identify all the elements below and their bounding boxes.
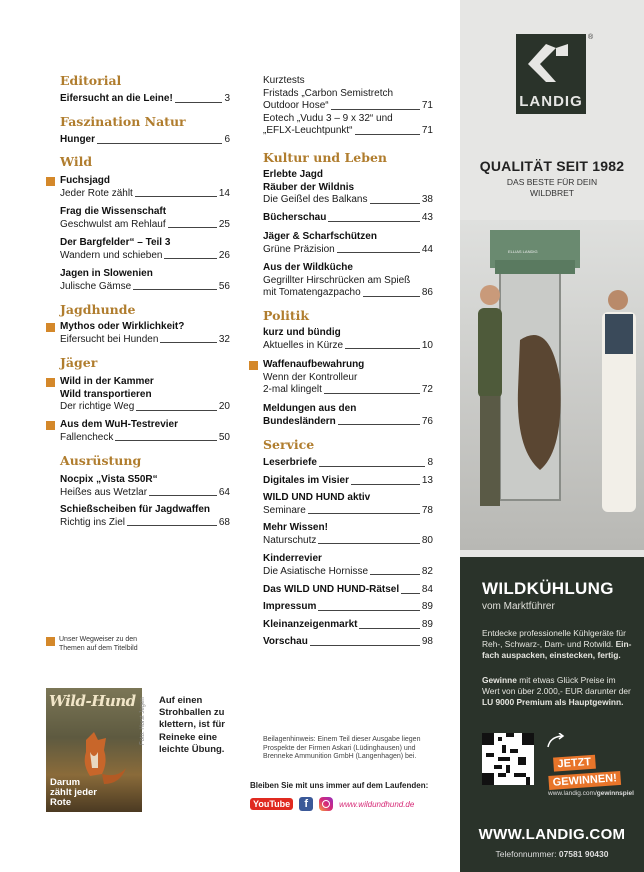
cover-thumbnail[interactable] (46, 688, 142, 812)
section-service: Service (263, 437, 315, 452)
cabinet-label: ELLIAS LANDIG (508, 249, 538, 254)
facebook-icon[interactable]: f (299, 797, 313, 811)
toc-entry[interactable]: Kurztests Fristads „Carbon Semistretch Outdoor Hose“ 71 Eotech „Vudu 3 – 9 x 32“ und „EFLX-Leuchtpunkt“ 71 (263, 75, 433, 137)
toc-entry[interactable]: Frag die Wissenschaft Geschwulst am Rehlauf 25 (60, 206, 230, 230)
section-ausruestung: Ausrüstung (60, 453, 142, 468)
landig-logo: LANDIG (516, 34, 586, 114)
cover-topic-marker (249, 361, 258, 370)
toc-entry[interactable]: Der Bargfelder“ – Teil 3 Wandern und schieben 26 (60, 237, 230, 261)
ad-website[interactable]: WWW.LANDIG.COM (478, 826, 626, 843)
toc-entry[interactable]: Hunger 6 (60, 134, 230, 145)
cover-topic-marker (46, 323, 55, 332)
toc-entry[interactable]: Jäger & Scharfschützen Grüne Präzision 44 (263, 231, 433, 255)
cover-topic-marker (46, 378, 55, 387)
curved-arrow-icon (546, 733, 566, 749)
social-title: Bleiben Sie mit uns immer auf dem Laufenden: (250, 781, 429, 790)
cover-headline: Darum zählt jeder Rote (50, 777, 97, 808)
section-wild: Wild (60, 154, 93, 169)
toc-entry[interactable]: Eifersucht an die Leine! 3 (60, 93, 230, 104)
toc-entry[interactable]: WILD UND HUND aktiv Seminare 78 (263, 492, 433, 516)
ad-headline: WILDKÜHLUNG (482, 579, 614, 598)
landig-arrow-icon (516, 34, 586, 92)
ad-tagline: QUALITÄT SEIT 1982 (479, 158, 625, 174)
ad-phone: Telefonnummer: 07581 90430 (495, 849, 609, 859)
toc-entry[interactable]: Vorschau 98 (263, 636, 433, 647)
registered-mark: ® (588, 34, 594, 41)
toc-entry[interactable]: kurz und bündig Aktuelles in Kürze 10 (263, 327, 433, 351)
website-link[interactable]: www.wildundhund.de (339, 799, 415, 809)
section-kultur-und-leben: Kultur und Leben (263, 150, 388, 165)
landig-advertisement[interactable] (460, 0, 644, 872)
photo-credit: Foto: Horst Jegen (140, 697, 146, 745)
ad-subtagline: DAS BESTE FÜR DEIN WILDBRET (506, 177, 598, 198)
cover-topic-marker (46, 421, 55, 430)
section-faszination-natur: Faszination Natur (60, 114, 186, 129)
toc-entry[interactable]: Impressum 89 (263, 601, 433, 612)
toc-entry[interactable]: Mythos oder Wirklichkeit? Eifersucht bei Hunden 32 (60, 321, 230, 346)
toc-entry[interactable]: Jagen in Slowenien Julische Gämse 56 (60, 268, 230, 292)
toc-entry[interactable]: Digitales im Visier 13 (263, 475, 433, 486)
toc-entry[interactable]: Nocpix „Vista S50R“ Heißes aus Wetzlar 64 (60, 474, 230, 498)
ad-body: Entdecke professionelle Kühlgeräte für Reh-, Schwarz-, Dam- und Rotwild. Ein- fach auspacken, einstecken, fertig. (482, 628, 632, 660)
toc-entry[interactable]: Wild in der Kammer Wild transportieren Der richtige Weg 20 (60, 376, 230, 414)
cover-topic-legend: Unser Wegweiser zu den Themen auf dem Titelbild (46, 636, 138, 653)
cover-caption: Auf einen Strohballen zu klettern, ist für Reineke eine leichte Übung. (159, 695, 225, 755)
toc-entry[interactable]: Schießscheiben für Jagdwaffen Richtig ins Ziel 68 (60, 504, 230, 528)
instagram-icon[interactable] (319, 797, 333, 811)
toc-entry[interactable]: Mehr Wissen! Naturschutz 80 (263, 522, 433, 546)
toc-entry[interactable]: Das WILD UND HUND-Rätsel 84 (263, 584, 433, 595)
qr-code[interactable] (482, 733, 534, 785)
toc-entry[interactable]: Fuchsjagd Jeder Rote zählt 14 (60, 175, 230, 200)
legend-marker (46, 637, 55, 646)
hunters-cooling-cabinet-photo (460, 220, 644, 550)
section-editorial: Editorial (60, 73, 122, 88)
toc-entry[interactable]: Waffenaufbewahrung Wenn der Kontrolleur 2-mal klingelt 72 (263, 359, 433, 397)
toc-entry[interactable]: Aus dem WuH-Testrevier Fallencheck 50 (60, 419, 230, 444)
youtube-icon[interactable]: YouTube (250, 797, 293, 811)
section-politik: Politik (263, 308, 310, 323)
toc-entry[interactable]: Kinderrevier Die Asiatische Hornisse 82 (263, 553, 433, 577)
ad-subheadline: vom Marktführer (482, 601, 555, 612)
insert-notice: Beilagenhinweis: Einem Teil dieser Ausgabe liegen Prospekte der Firmen Askari (Lüdinghausen) und Brenneke Ammunition GmbH (Langenhagen) bei. (263, 736, 421, 761)
win-now-badge[interactable]: JETZT GEWINNEN! (547, 749, 635, 791)
ad-prize-text: Gewinne mit etwas Glück Preise im Wert von über 2.000,- EUR darunter der LU 9000 Premium als Hauptgewinn. (482, 675, 631, 707)
cover-masthead: Wild-Hund (49, 692, 136, 710)
cover-topic-marker (46, 177, 55, 186)
toc-entry[interactable]: Bücherschau 43 (263, 212, 433, 223)
toc-entry[interactable]: Erlebte Jagd Räuber der Wildnis Die Geißel des Balkans 38 (263, 169, 433, 206)
contest-url[interactable]: www.landig.com/gewinnspiel (548, 790, 634, 797)
section-jaeger: Jäger (60, 355, 98, 370)
section-jagdhunde: Jagdhunde (60, 302, 136, 317)
social-row (250, 797, 414, 811)
toc-entry[interactable]: Aus der Wildküche Gegrillter Hirschrücken am Spieß mit Tomatengazpacho 86 (263, 262, 433, 299)
toc-entry[interactable]: Leserbriefe 8 (263, 457, 433, 468)
toc-entry[interactable]: Meldungen aus den Bundesländern 76 (263, 403, 433, 427)
toc-entry[interactable]: Kleinanzeigenmarkt 89 (263, 619, 433, 630)
